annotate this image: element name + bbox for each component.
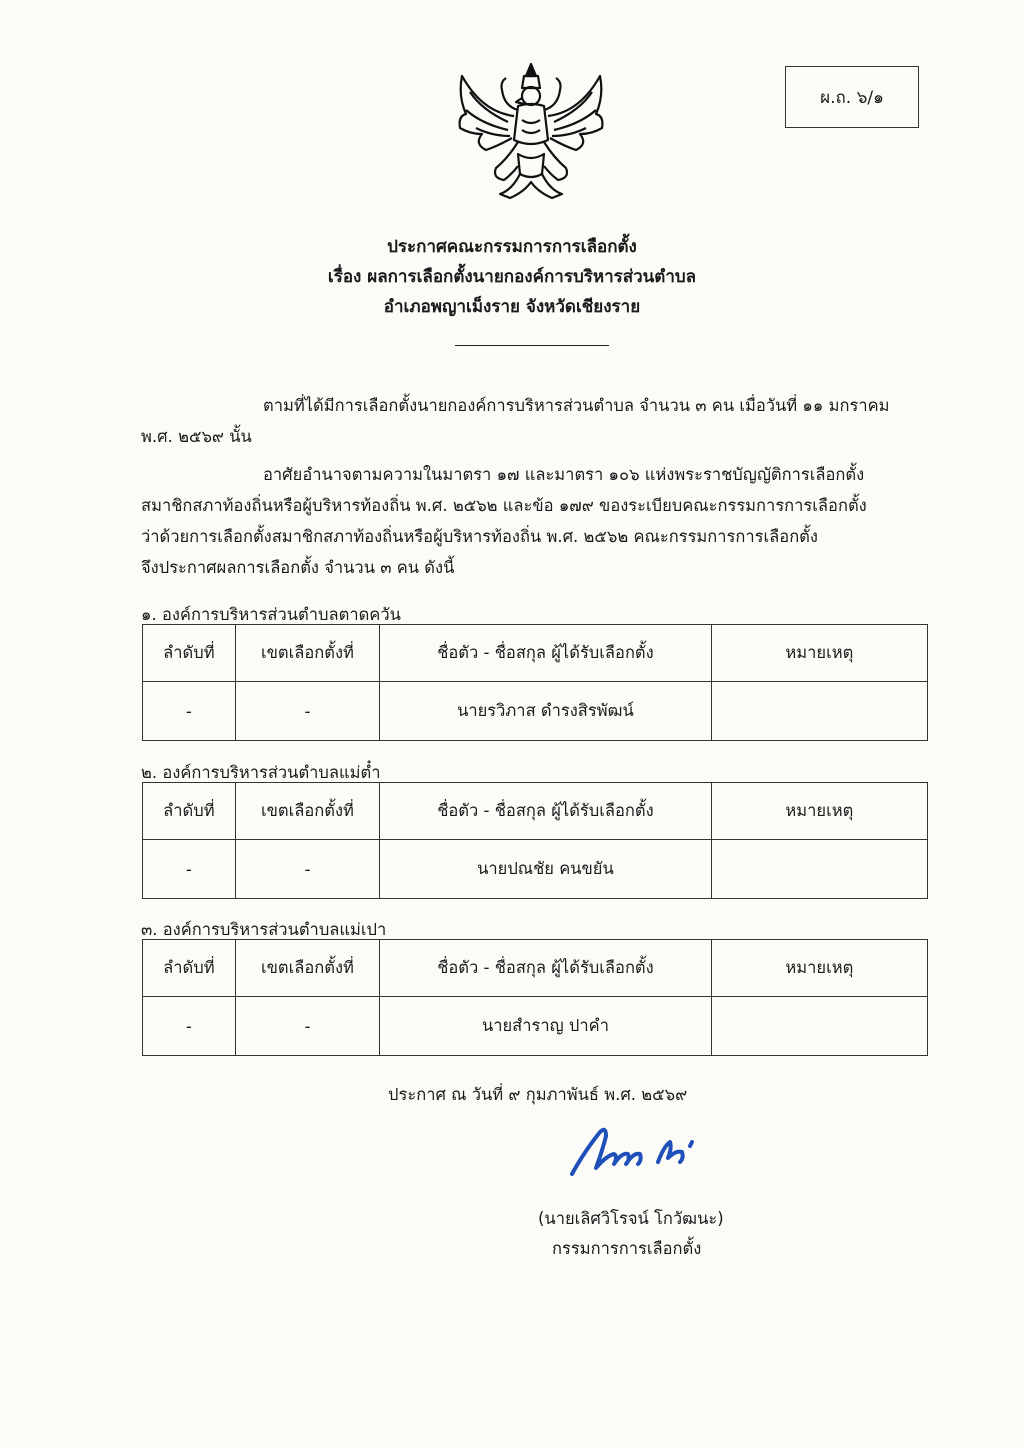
cell-district: - <box>235 997 379 1056</box>
header-district: เขตเลือกตั้งที่ <box>235 625 379 682</box>
section-3-title: ๓. องค์การบริหารส่วนตำบลแม่เปา <box>141 920 387 939</box>
handwritten-signature-icon <box>566 1122 706 1184</box>
header-name: ชื่อตัว - ชื่อสกุล ผู้ได้รับเลือกตั้ง <box>380 940 712 997</box>
header-remark: หมายเหตุ <box>711 940 927 997</box>
cell-name: นายรวิภาส ดำรงสิรพัฒน์ <box>380 682 712 741</box>
paragraph-1 <box>141 390 928 452</box>
form-code: ผ.ถ. ๖/๑ <box>820 87 884 108</box>
form-code-box <box>785 66 919 128</box>
cell-remark <box>711 682 927 741</box>
results-table-3 <box>142 939 928 1056</box>
section-2-title: ๒. องค์การบริหารส่วนตำบลแม่ต๋ำ <box>141 763 381 782</box>
header-order: ลำดับที่ <box>143 783 236 840</box>
cell-district: - <box>235 682 379 741</box>
results-table-2 <box>142 782 928 899</box>
paragraph-1-line-2: พ.ศ. ๒๕๖๙ นั้น <box>141 427 252 446</box>
cell-name: นายปณชัย คนขยัน <box>380 840 712 899</box>
garuda-emblem-icon <box>452 62 610 202</box>
signatory-position: กรรมการการเลือกตั้ง <box>552 1239 702 1258</box>
cell-order: - <box>143 997 236 1056</box>
cell-order: - <box>143 682 236 741</box>
header-remark: หมายเหตุ <box>711 625 927 682</box>
table-header-row <box>143 940 928 997</box>
cell-order: - <box>143 840 236 899</box>
title-line-2: เรื่อง ผลการเลือกตั้งนายกองค์การบริหารส่วนตำบล <box>327 267 697 287</box>
results-table-1 <box>142 624 928 741</box>
header-district: เขตเลือกตั้งที่ <box>235 940 379 997</box>
header-name: ชื่อตัว - ชื่อสกุล ผู้ได้รับเลือกตั้ง <box>380 783 712 840</box>
header-order: ลำดับที่ <box>143 940 236 997</box>
paragraph-2-line-4: จึงประกาศผลการเลือกตั้ง จำนวน ๓ คน ดังนี้ <box>141 558 455 577</box>
paragraph-1-line-1: ตามที่ได้มีการเลือกตั้งนายกองค์การบริหารส่วนตำบล จำนวน ๓ คน เมื่อวันที่ ๑๑ มกราคม <box>263 396 890 415</box>
header-remark: หมายเหตุ <box>711 783 927 840</box>
table-header-row <box>143 625 928 682</box>
header-name: ชื่อตัว - ชื่อสกุล ผู้ได้รับเลือกตั้ง <box>380 625 712 682</box>
signatory-name: (นายเลิศวิโรจน์ โกวัฒนะ) <box>538 1209 724 1228</box>
paragraph-2-line-2: สมาชิกสภาท้องถิ่นหรือผู้บริหารท้องถิ่น พ.ศ. ๒๕๖๒ และข้อ ๑๗๙ ของระเบียบคณะกรรมการการเลือกตั้ง <box>141 496 867 515</box>
section-1-title: ๑. องค์การบริหารส่วนตำบลตาดควัน <box>141 605 401 624</box>
table-row <box>143 997 928 1056</box>
cell-name: นายสำราญ ปาคำ <box>380 997 712 1056</box>
announcement-date: ประกาศ ณ วันที่ ๙ กุมภาพันธ์ พ.ศ. ๒๕๖๙ <box>388 1085 688 1104</box>
table-row <box>143 682 928 741</box>
table-header-row <box>143 783 928 840</box>
cell-remark <box>711 997 927 1056</box>
header-district: เขตเลือกตั้งที่ <box>235 783 379 840</box>
announcement-title <box>0 232 1024 322</box>
paragraph-2-line-1: อาศัยอำนาจตามความในมาตรา ๑๗ และมาตรา ๑๐๖ แห่งพระราชบัญญัติการเลือกตั้ง <box>263 465 865 484</box>
header-order: ลำดับที่ <box>143 625 236 682</box>
title-line-1: ประกาศคณะกรรมการการเลือกตั้ง <box>387 237 637 257</box>
paragraph-2-line-3: ว่าด้วยการเลือกตั้งสมาชิกสภาท้องถิ่นหรือผู้บริหารท้องถิ่น พ.ศ. ๒๕๖๒ คณะกรรมการการเลือกตั้ง <box>141 527 818 546</box>
paragraph-2 <box>141 459 928 583</box>
table-row <box>143 840 928 899</box>
title-divider <box>455 345 609 346</box>
cell-remark <box>711 840 927 899</box>
title-line-3: อำเภอพญาเม็งราย จังหวัดเชียงราย <box>383 297 641 317</box>
cell-district: - <box>235 840 379 899</box>
